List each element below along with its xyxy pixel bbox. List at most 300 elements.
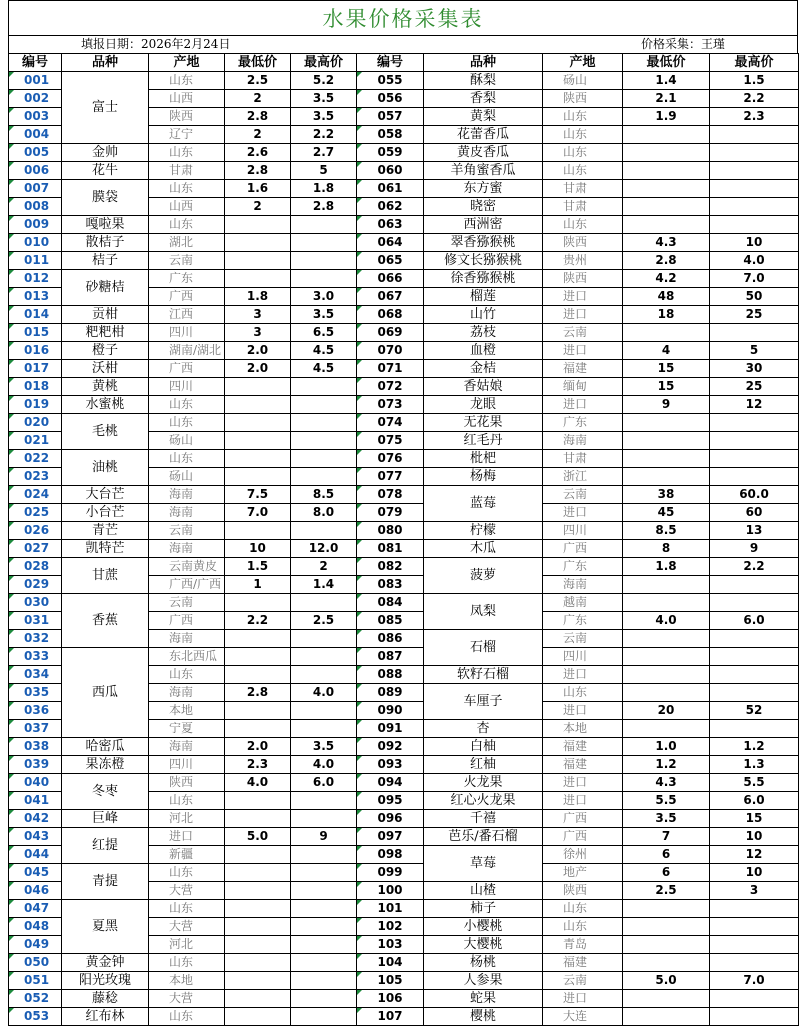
- price-low: [623, 180, 710, 198]
- header-origin: 产地: [149, 54, 225, 72]
- item-name: 枇杷: [424, 450, 543, 468]
- item-id: 004: [9, 126, 62, 144]
- table-row: [9, 252, 799, 270]
- price-high: [291, 432, 357, 450]
- price-high: 6.0: [710, 612, 799, 630]
- price-high: [710, 990, 799, 1008]
- price-high: [291, 594, 357, 612]
- item-origin: 大营: [149, 990, 225, 1008]
- price-low: 2.0: [225, 342, 291, 360]
- price-low: [225, 234, 291, 252]
- price-high: 5: [710, 342, 799, 360]
- price-low: 7: [623, 828, 710, 846]
- price-high: [710, 126, 799, 144]
- item-origin: 海南: [149, 630, 225, 648]
- item-name: 血橙: [424, 342, 543, 360]
- price-low: 48: [623, 288, 710, 306]
- item-name: 巨峰: [62, 810, 149, 828]
- item-name: 红毛丹: [424, 432, 543, 450]
- item-id: 062: [357, 198, 424, 216]
- item-name: 黄梨: [424, 108, 543, 126]
- item-name: 木瓜: [424, 540, 543, 558]
- item-origin: 云南: [543, 324, 623, 342]
- header-name: 品种: [62, 54, 149, 72]
- price-high: [710, 630, 799, 648]
- item-name: 粑粑柑: [62, 324, 149, 342]
- item-id: 031: [9, 612, 62, 630]
- item-name: 火龙果: [424, 774, 543, 792]
- price-high: [710, 468, 799, 486]
- item-id: 029: [9, 576, 62, 594]
- item-name: 黄金钟: [62, 954, 149, 972]
- price-low: 4.0: [623, 612, 710, 630]
- item-origin: 陕西: [543, 90, 623, 108]
- item-id: 066: [357, 270, 424, 288]
- item-id: 102: [357, 918, 424, 936]
- price-low: [623, 324, 710, 342]
- item-name: 贡柑: [62, 306, 149, 324]
- item-origin: 山东: [543, 108, 623, 126]
- price-low: 7.5: [225, 486, 291, 504]
- price-low: 4.3: [623, 774, 710, 792]
- price-high: [291, 252, 357, 270]
- item-name: 石榴: [424, 630, 543, 666]
- item-id: 036: [9, 702, 62, 720]
- item-origin: 山东: [149, 180, 225, 198]
- item-name: 红布林: [62, 1008, 149, 1026]
- price-high: 25: [710, 378, 799, 396]
- price-high: [710, 198, 799, 216]
- table-row: [9, 900, 799, 918]
- price-low: [225, 522, 291, 540]
- price-low: [225, 936, 291, 954]
- item-id: 060: [357, 162, 424, 180]
- price-high: [291, 972, 357, 990]
- price-low: [225, 990, 291, 1008]
- item-id: 056: [357, 90, 424, 108]
- price-low: 3.5: [623, 810, 710, 828]
- item-origin: 广西: [543, 540, 623, 558]
- item-origin: 贵州: [543, 252, 623, 270]
- price-low: [225, 450, 291, 468]
- price-low: [623, 126, 710, 144]
- item-id: 040: [9, 774, 62, 792]
- price-low: 2.0: [225, 738, 291, 756]
- item-origin: 山东: [543, 684, 623, 702]
- item-name: 果冻橙: [62, 756, 149, 774]
- item-id: 088: [357, 666, 424, 684]
- price-low: 6: [623, 864, 710, 882]
- item-id: 101: [357, 900, 424, 918]
- item-name: 人参果: [424, 972, 543, 990]
- sheet-title: 水果价格采集表: [322, 7, 484, 31]
- item-origin: 山东: [149, 1008, 225, 1026]
- price-high: [291, 864, 357, 882]
- item-name: 金桔: [424, 360, 543, 378]
- price-low: [225, 666, 291, 684]
- price-high: [710, 1008, 799, 1026]
- item-id: 035: [9, 684, 62, 702]
- table-row: [9, 504, 799, 522]
- price-low: [623, 594, 710, 612]
- item-origin: 海南: [543, 576, 623, 594]
- price-high: [710, 432, 799, 450]
- item-origin: 进口: [149, 828, 225, 846]
- item-origin: 砀山: [149, 468, 225, 486]
- price-high: [710, 900, 799, 918]
- item-id: 106: [357, 990, 424, 1008]
- price-high: [710, 918, 799, 936]
- price-high: [291, 1008, 357, 1026]
- item-name: 荔枝: [424, 324, 543, 342]
- item-origin: 宁夏: [149, 720, 225, 738]
- item-origin: 海南: [149, 504, 225, 522]
- table-row: [9, 648, 799, 666]
- price-high: [291, 234, 357, 252]
- price-low: [225, 954, 291, 972]
- item-name: 樱桃: [424, 1008, 543, 1026]
- price-low: [225, 846, 291, 864]
- table-row: [9, 162, 799, 180]
- collector: 价格采集：王瑾: [640, 37, 725, 51]
- table-row: [9, 342, 799, 360]
- price-high: [291, 954, 357, 972]
- header-row: [9, 54, 799, 72]
- item-origin: 广西: [543, 810, 623, 828]
- price-high: 1.2: [710, 738, 799, 756]
- price-high: 6.5: [291, 324, 357, 342]
- price-low: [225, 216, 291, 234]
- item-name: 徐香猕猴桃: [424, 270, 543, 288]
- item-origin: 山东: [149, 396, 225, 414]
- item-origin: 甘肃: [149, 162, 225, 180]
- item-id: 059: [357, 144, 424, 162]
- item-id: 090: [357, 702, 424, 720]
- item-id: 013: [9, 288, 62, 306]
- item-origin: 本地: [543, 720, 623, 738]
- table-row: [9, 450, 799, 468]
- item-origin: 云南: [149, 522, 225, 540]
- price-low: 6: [623, 846, 710, 864]
- item-origin: 缅甸: [543, 378, 623, 396]
- item-id: 020: [9, 414, 62, 432]
- info-row: [8, 35, 798, 53]
- price-low: [623, 936, 710, 954]
- header-high: 最高价: [710, 54, 799, 72]
- item-origin: 河北: [149, 810, 225, 828]
- item-id: 067: [357, 288, 424, 306]
- item-id: 078: [357, 486, 424, 504]
- item-origin: 广东: [149, 270, 225, 288]
- price-high: 5: [291, 162, 357, 180]
- item-origin: 陕西: [149, 108, 225, 126]
- price-high: 8.0: [291, 504, 357, 522]
- price-high: 2.2: [291, 126, 357, 144]
- item-origin: 山东: [543, 162, 623, 180]
- price-low: 5.0: [225, 828, 291, 846]
- item-id: 084: [357, 594, 424, 612]
- item-name: 白柚: [424, 738, 543, 756]
- item-name: 青提: [62, 864, 149, 900]
- item-origin: 进口: [543, 342, 623, 360]
- item-origin: 徐州: [543, 846, 623, 864]
- item-name: 青芒: [62, 522, 149, 540]
- price-high: 3.0: [291, 288, 357, 306]
- table-row: [9, 810, 799, 828]
- price-low: 1.2: [623, 756, 710, 774]
- item-id: 077: [357, 468, 424, 486]
- item-id: 014: [9, 306, 62, 324]
- item-id: 058: [357, 126, 424, 144]
- price-high: 10: [710, 828, 799, 846]
- item-origin: 山东: [149, 900, 225, 918]
- item-origin: 云南: [543, 972, 623, 990]
- price-high: [710, 216, 799, 234]
- table-row: [9, 324, 799, 342]
- item-name: 西瓜: [62, 648, 149, 738]
- item-origin: 进口: [543, 774, 623, 792]
- item-id: 069: [357, 324, 424, 342]
- item-origin: 甘肃: [543, 450, 623, 468]
- price-high: 30: [710, 360, 799, 378]
- item-origin: 湖南/湖北: [149, 342, 225, 360]
- item-id: 042: [9, 810, 62, 828]
- item-id: 028: [9, 558, 62, 576]
- price-low: 45: [623, 504, 710, 522]
- price-high: [291, 882, 357, 900]
- price-high: 2.8: [291, 198, 357, 216]
- price-low: [225, 414, 291, 432]
- price-low: 4.3: [623, 234, 710, 252]
- item-id: 107: [357, 1008, 424, 1026]
- price-low: [623, 1008, 710, 1026]
- price-low: [225, 972, 291, 990]
- item-id: 097: [357, 828, 424, 846]
- price-low: 2.8: [225, 108, 291, 126]
- item-name: 凯特芒: [62, 540, 149, 558]
- item-id: 007: [9, 180, 62, 198]
- item-name: 花牛: [62, 162, 149, 180]
- item-name: 杨梅: [424, 468, 543, 486]
- item-name: 红心火龙果: [424, 792, 543, 810]
- price-low: 2.8: [623, 252, 710, 270]
- item-origin: 大营: [149, 882, 225, 900]
- price-low: 1: [225, 576, 291, 594]
- price-high: [710, 414, 799, 432]
- item-id: 017: [9, 360, 62, 378]
- item-id: 093: [357, 756, 424, 774]
- item-id: 055: [357, 72, 424, 90]
- price-low: [225, 918, 291, 936]
- item-origin: 进口: [543, 792, 623, 810]
- price-low: [623, 144, 710, 162]
- price-high: [710, 648, 799, 666]
- item-origin: 云南: [543, 630, 623, 648]
- item-origin: 广东: [543, 414, 623, 432]
- table-row: [9, 756, 799, 774]
- item-origin: 山东: [543, 144, 623, 162]
- item-origin: 山东: [149, 216, 225, 234]
- price-low: 1.8: [225, 288, 291, 306]
- price-low: [623, 468, 710, 486]
- price-high: 4.5: [291, 342, 357, 360]
- price-low: 1.9: [623, 108, 710, 126]
- price-low: 2.8: [225, 684, 291, 702]
- item-name: 杨桃: [424, 954, 543, 972]
- item-id: 083: [357, 576, 424, 594]
- item-origin: 本地: [149, 972, 225, 990]
- price-low: [225, 468, 291, 486]
- price-low: 4.0: [225, 774, 291, 792]
- item-origin: 广西: [543, 828, 623, 846]
- item-origin: 青岛: [543, 936, 623, 954]
- item-name: 修文长猕猴桃: [424, 252, 543, 270]
- table-row: [9, 954, 799, 972]
- price-low: [623, 720, 710, 738]
- item-name: 毛桃: [62, 414, 149, 450]
- price-sheet: [8, 0, 798, 1026]
- item-origin: 山东: [543, 126, 623, 144]
- item-origin: 东北西瓜: [149, 648, 225, 666]
- price-low: [225, 702, 291, 720]
- price-high: [291, 216, 357, 234]
- item-name: 晓密: [424, 198, 543, 216]
- item-id: 044: [9, 846, 62, 864]
- item-id: 103: [357, 936, 424, 954]
- item-id: 022: [9, 450, 62, 468]
- item-origin: 进口: [543, 990, 623, 1008]
- item-id: 073: [357, 396, 424, 414]
- price-low: 20: [623, 702, 710, 720]
- item-origin: 山东: [543, 918, 623, 936]
- item-origin: 四川: [149, 324, 225, 342]
- price-high: [710, 324, 799, 342]
- table-row: [9, 378, 799, 396]
- price-low: 3: [225, 324, 291, 342]
- item-name: 哈密瓜: [62, 738, 149, 756]
- item-id: 074: [357, 414, 424, 432]
- item-origin: 广东: [543, 612, 623, 630]
- price-high: 2.2: [710, 90, 799, 108]
- item-name: 富士: [62, 72, 149, 144]
- price-low: [623, 684, 710, 702]
- item-origin: 云南黄皮: [149, 558, 225, 576]
- price-high: [291, 450, 357, 468]
- table-row: [9, 864, 799, 882]
- item-origin: 山东: [149, 954, 225, 972]
- price-high: 6.0: [291, 774, 357, 792]
- item-name: 无花果: [424, 414, 543, 432]
- item-name: 小台芒: [62, 504, 149, 522]
- price-high: 6.0: [710, 792, 799, 810]
- item-id: 034: [9, 666, 62, 684]
- header-high: 最高价: [291, 54, 357, 72]
- item-name: 西洲密: [424, 216, 543, 234]
- item-origin: 福建: [543, 360, 623, 378]
- item-origin: 进口: [543, 504, 623, 522]
- item-id: 053: [9, 1008, 62, 1026]
- item-name: 香姑娘: [424, 378, 543, 396]
- price-high: 52: [710, 702, 799, 720]
- price-high: 3.5: [291, 90, 357, 108]
- item-id: 081: [357, 540, 424, 558]
- item-origin: 海南: [149, 684, 225, 702]
- item-origin: 山东: [149, 414, 225, 432]
- item-name: 红提: [62, 828, 149, 864]
- item-origin: 福建: [543, 756, 623, 774]
- price-low: [225, 396, 291, 414]
- price-high: 1.5: [710, 72, 799, 90]
- item-origin: 湖北: [149, 234, 225, 252]
- table-body: [9, 72, 799, 1026]
- header-low: 最低价: [623, 54, 710, 72]
- price-low: 15: [623, 378, 710, 396]
- price-high: 7.0: [710, 270, 799, 288]
- price-high: [710, 936, 799, 954]
- item-id: 039: [9, 756, 62, 774]
- item-origin: 四川: [543, 648, 623, 666]
- price-low: [225, 810, 291, 828]
- item-id: 075: [357, 432, 424, 450]
- price-low: 4: [623, 342, 710, 360]
- price-high: 2.2: [710, 558, 799, 576]
- price-low: [225, 792, 291, 810]
- item-origin: 甘肃: [543, 180, 623, 198]
- item-id: 064: [357, 234, 424, 252]
- price-low: [623, 450, 710, 468]
- item-name: 沃柑: [62, 360, 149, 378]
- item-id: 037: [9, 720, 62, 738]
- price-high: [291, 468, 357, 486]
- item-origin: 海南: [149, 540, 225, 558]
- price-low: [623, 630, 710, 648]
- price-high: [710, 180, 799, 198]
- price-high: [710, 162, 799, 180]
- item-id: 057: [357, 108, 424, 126]
- item-origin: 广西: [149, 612, 225, 630]
- item-id: 087: [357, 648, 424, 666]
- price-high: 7.0: [710, 972, 799, 990]
- price-low: 2.0: [225, 360, 291, 378]
- item-origin: 陕西: [543, 234, 623, 252]
- item-id: 096: [357, 810, 424, 828]
- item-origin: 海南: [543, 432, 623, 450]
- price-low: 8: [623, 540, 710, 558]
- price-high: 3: [710, 882, 799, 900]
- item-origin: 进口: [543, 702, 623, 720]
- item-id: 094: [357, 774, 424, 792]
- price-high: 25: [710, 306, 799, 324]
- item-name: 香梨: [424, 90, 543, 108]
- item-id: 104: [357, 954, 424, 972]
- price-low: [225, 594, 291, 612]
- table-row: [9, 234, 799, 252]
- price-high: [291, 900, 357, 918]
- item-origin: 本地: [149, 702, 225, 720]
- item-id: 091: [357, 720, 424, 738]
- item-id: 099: [357, 864, 424, 882]
- item-origin: 河北: [149, 936, 225, 954]
- price-low: [225, 648, 291, 666]
- price-low: 2.5: [623, 882, 710, 900]
- header-origin: 产地: [543, 54, 623, 72]
- price-high: 12.0: [291, 540, 357, 558]
- price-low: 2.5: [225, 72, 291, 90]
- price-high: 50: [710, 288, 799, 306]
- item-origin: 辽宁: [149, 126, 225, 144]
- item-id: 002: [9, 90, 62, 108]
- table-row: [9, 774, 799, 792]
